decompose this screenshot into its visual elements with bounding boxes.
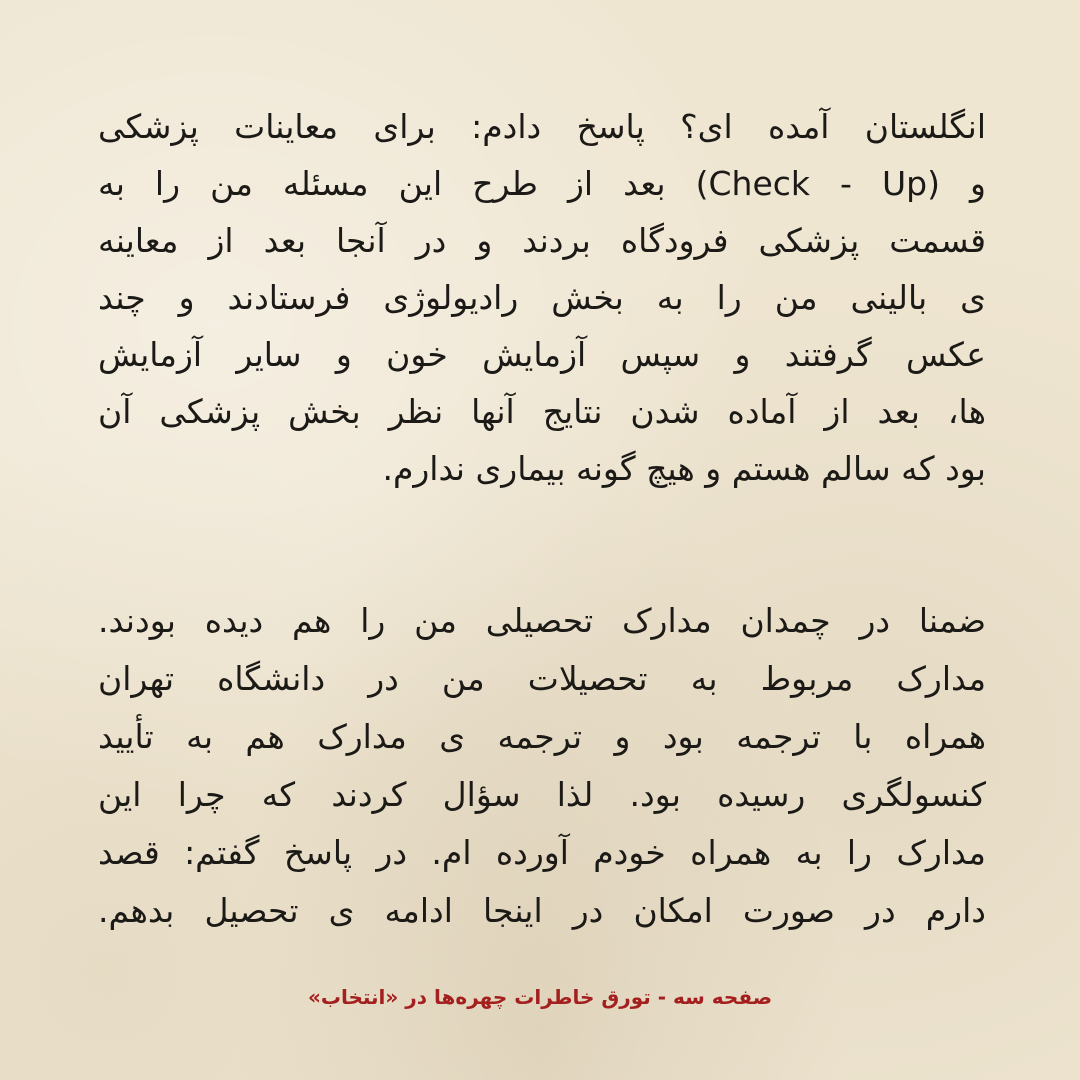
paragraph-2 xyxy=(98,592,986,940)
text-line: دارم در صورت امکان در اینجا ادامه ی تحصیل بدهم. xyxy=(98,891,986,930)
text-line: ها، بعد از آماده شدن نتایج آنها نظر بخش پزشکی آن xyxy=(98,392,986,431)
text-line: بود که سالم هستم و هیچ گونه بیماری ندارم. xyxy=(382,449,986,488)
text-line: مدارک را به همراه خودم آورده ام. در پاسخ گفتم: قصد xyxy=(98,833,986,872)
text-line: همراه با ترجمه بود و ترجمه ی مدارک هم به تأیید xyxy=(98,717,986,756)
paragraph-1 xyxy=(98,98,986,497)
text-line: انگلستان آمده ای؟ پاسخ دادم: برای معاینات پزشکی xyxy=(98,107,986,146)
text-line: مدارک مربوط به تحصیلات من در دانشگاه تهران xyxy=(98,659,986,698)
text-line: ی بالینی من را به بخش رادیولوژی فرستادند و چند xyxy=(98,278,986,317)
text-line: و (Check - Up) بعد از طرح این مسئله من را به xyxy=(98,164,986,203)
text-line: عکس گرفتند و سپس آزمایش خون و سایر آزمایش xyxy=(98,335,986,374)
text-line: قسمت پزشکی فرودگاه بردند و در آنجا بعد از معاینه xyxy=(98,221,986,260)
text-line: ضمنا در چمدان مدارک تحصیلی من را هم دیده بودند. xyxy=(98,601,986,640)
text-line: کنسولگری رسیده بود. لذا سؤال کردند که چرا این xyxy=(98,775,986,814)
footer-caption: صفحه سه - تورق خاطرات چهره‌ها در «انتخاب» xyxy=(307,985,773,1009)
